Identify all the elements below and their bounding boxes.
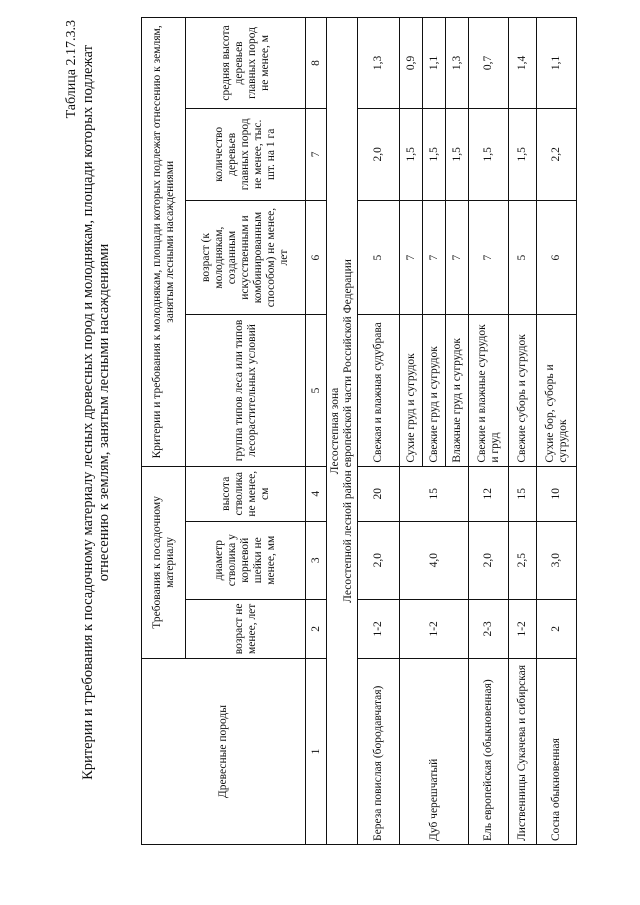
zone-cell bbox=[327, 18, 358, 845]
count-cell: 1,5 bbox=[469, 108, 509, 200]
age-cell: 1-2 bbox=[400, 599, 469, 658]
column-number: 7 bbox=[306, 108, 327, 200]
criteria-table bbox=[141, 17, 577, 845]
height-cell: 12 bbox=[469, 466, 509, 521]
header-species: Древесные породы bbox=[142, 659, 306, 845]
age-cell: 2 bbox=[537, 599, 577, 658]
table-row bbox=[537, 18, 577, 845]
header-young-age: возраст (к молоднякам, созданным искусственным и комбинированным способом) не менее, лет bbox=[186, 200, 306, 315]
diameter-cell: 3,0 bbox=[537, 521, 577, 599]
header-forest-type: группа типов леса или типов лесорастительных условий bbox=[186, 315, 306, 466]
forest-type-cell: Свежая и влажная судубрава bbox=[358, 315, 400, 466]
young-age-cell: 7 bbox=[469, 200, 509, 315]
column-number: 2 bbox=[306, 599, 327, 658]
count-cell: 1,5 bbox=[509, 108, 537, 200]
forest-type-cell: Сухие бор, суборь и сугрудок bbox=[537, 315, 577, 466]
age-cell: 2-3 bbox=[469, 599, 509, 658]
species-cell: Лиственницы Сукачева и сибирская bbox=[509, 659, 537, 845]
diameter-cell: 2,0 bbox=[358, 521, 400, 599]
species-cell: Ель европейская (обыкновенная) bbox=[469, 659, 509, 845]
height-cell: 20 bbox=[358, 466, 400, 521]
height-cell: 15 bbox=[509, 466, 537, 521]
young-age-cell: 7 bbox=[400, 200, 423, 315]
forest-type-cell: Свежие суборь и сугрудок bbox=[509, 315, 537, 466]
forest-type-cell: Влажные груд и сугрудок bbox=[446, 315, 469, 466]
young-age-cell: 5 bbox=[509, 200, 537, 315]
count-cell: 1,5 bbox=[423, 108, 446, 200]
count-cell: 2,2 bbox=[537, 108, 577, 200]
height-cell: 15 bbox=[400, 466, 469, 521]
height-cell: 10 bbox=[537, 466, 577, 521]
forest-type-cell: Сухие груд и сугрудок bbox=[400, 315, 423, 466]
avg-height-cell: 1,1 bbox=[423, 18, 446, 109]
age-cell: 1-2 bbox=[509, 599, 537, 658]
column-number-row bbox=[306, 18, 327, 845]
header-count: количество деревьев главных пород не менее, тыс. шт. на 1 га bbox=[186, 108, 306, 200]
zone-row bbox=[327, 18, 358, 845]
table-row bbox=[469, 18, 509, 845]
avg-height-cell: 0,9 bbox=[400, 18, 423, 109]
young-age-cell: 6 bbox=[537, 200, 577, 315]
table-row bbox=[509, 18, 537, 845]
count-cell: 1,5 bbox=[446, 108, 469, 200]
young-age-cell: 7 bbox=[446, 200, 469, 315]
young-age-cell: 7 bbox=[423, 200, 446, 315]
column-number: 4 bbox=[306, 466, 327, 521]
header-avg-height: средняя высота деревьев главных пород не менее, м bbox=[186, 18, 306, 109]
forest-type-cell: Свежие и влажные сугрудок и груд bbox=[469, 315, 509, 466]
column-number: 3 bbox=[306, 521, 327, 599]
species-cell: Сосна обыкновенная bbox=[537, 659, 577, 845]
header-planting-group: Требования к посадочному материалу bbox=[142, 466, 186, 658]
avg-height-cell: 1,3 bbox=[446, 18, 469, 109]
region-name: Лесостепной лесной район европейской части Российской Федерации bbox=[342, 259, 354, 603]
age-cell: 1-2 bbox=[358, 599, 400, 658]
diameter-cell: 4,0 bbox=[400, 521, 469, 599]
table-row bbox=[358, 18, 400, 845]
avg-height-cell: 0,7 bbox=[469, 18, 509, 109]
young-age-cell: 5 bbox=[358, 200, 400, 315]
column-number: 6 bbox=[306, 200, 327, 315]
count-cell: 1,5 bbox=[400, 108, 423, 200]
header-young-group: Критерии и требования к молоднякам, площади которых подлежат отнесению к землям, занятым лесными насаждениями bbox=[142, 18, 186, 467]
count-cell: 2,0 bbox=[358, 108, 400, 200]
diameter-cell: 2,5 bbox=[509, 521, 537, 599]
zone-name: Лесостепная зона bbox=[329, 387, 341, 475]
column-number: 8 bbox=[306, 18, 327, 109]
column-number: 1 bbox=[306, 659, 327, 845]
table-label: Таблица 2.17.3.3 bbox=[64, 20, 79, 119]
column-number: 5 bbox=[306, 315, 327, 466]
avg-height-cell: 1,4 bbox=[509, 18, 537, 109]
document-title: Критерии и требования к посадочному материалу лесных древесных пород и молоднякам, площади которых подлежат отнесению к землям, занятым лесными насаждениями bbox=[80, 45, 112, 780]
species-cell: Дуб черешчатый bbox=[400, 659, 469, 845]
avg-height-cell: 1,1 bbox=[537, 18, 577, 109]
diameter-cell: 2,0 bbox=[469, 521, 509, 599]
header-height: высота стволика не менее, см bbox=[186, 466, 306, 521]
forest-type-cell: Свежие груд и сугрудок bbox=[423, 315, 446, 466]
avg-height-cell: 1,3 bbox=[358, 18, 400, 109]
table-row bbox=[400, 18, 423, 845]
header-age: возраст не менее, лет bbox=[186, 599, 306, 658]
species-cell: Береза повислая (бородавчатая) bbox=[358, 659, 400, 845]
header-diameter: диаметр стволика у корневой шейки не менее, мм bbox=[186, 521, 306, 599]
